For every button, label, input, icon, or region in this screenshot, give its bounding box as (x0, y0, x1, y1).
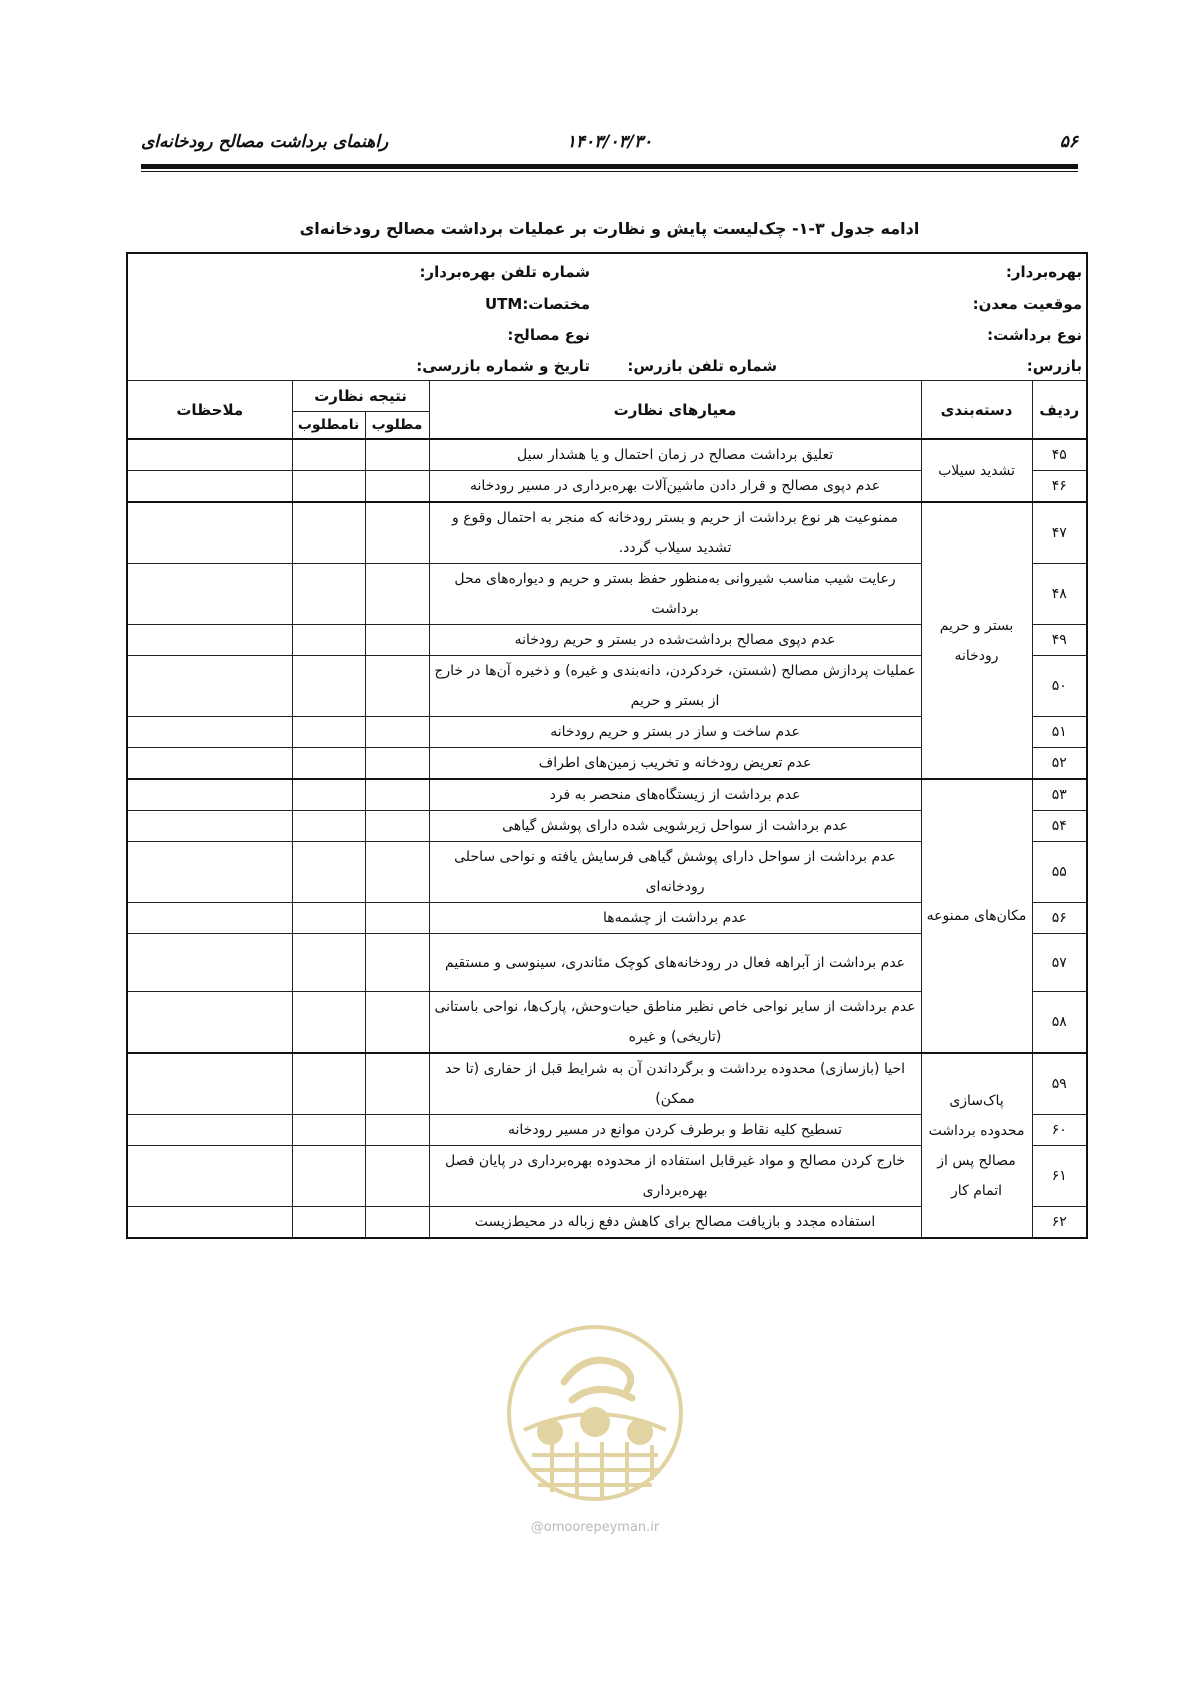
criteria-cell: عدم برداشت از آبراهه فعال در رودخانه‌های کوچک مئاندری، سینوسی و مستقیم (429, 934, 921, 992)
remarks-cell (127, 779, 292, 811)
col-category: دسته‌بندی (921, 381, 1032, 440)
info-section (127, 253, 1087, 381)
row-number: ۵۴ (1032, 811, 1087, 842)
checklist-table (126, 252, 1088, 1239)
page-number: ۵۶ (1059, 132, 1078, 152)
desired-cell (365, 1146, 429, 1207)
desired-cell (365, 811, 429, 842)
category-cell: مکان‌های ممنوعه (921, 779, 1032, 1053)
criteria-cell: عدم برداشت از چشمه‌ها (429, 903, 921, 934)
extraction-type-label: نوع برداشت: (987, 326, 1083, 344)
col-desired: مطلوب (365, 412, 429, 440)
criteria-cell: ممنوعیت هر نوع برداشت از حریم و بستر رودخانه که منجر به احتمال وقوع و تشدید سیلاب گردد. (429, 502, 921, 564)
criteria-cell: عدم برداشت از زیستگاه‌های منحصر به فرد (429, 779, 921, 811)
remarks-cell (127, 842, 292, 903)
category-cell: پاک‌سازی محدوده برداشت مصالح پس از اتمام کار (921, 1053, 1032, 1238)
criteria-cell: عدم برداشت از سواحل زیرشویی شده دارای پوشش گیاهی (429, 811, 921, 842)
inspector-label: بازرس: (1026, 357, 1083, 375)
undesired-cell (292, 842, 365, 903)
inspector-phone-label: شماره تلفن بازرس: (627, 357, 778, 375)
remarks-cell (127, 439, 292, 471)
inspection-date-label: تاریخ و شماره بازرسی: (416, 357, 591, 375)
desired-cell (365, 903, 429, 934)
criteria-cell: تعلیق برداشت مصالح در زمان احتمال و یا هشدار سیل (429, 439, 921, 471)
utm-label: مختصات:UTM (484, 295, 591, 313)
column-header-row (127, 381, 1087, 412)
col-undesired: نامطلوب (292, 412, 365, 440)
remarks-cell (127, 717, 292, 748)
page-header (141, 132, 1078, 162)
criteria-cell: عدم دپوی مصالح و قرار دادن ماشین‌آلات بهره‌برداری در مسیر رودخانه (429, 471, 921, 503)
row-number: ۵۱ (1032, 717, 1087, 748)
remarks-cell (127, 934, 292, 992)
undesired-cell (292, 903, 365, 934)
table-row (127, 439, 1087, 471)
desired-cell (365, 564, 429, 625)
criteria-cell: عدم برداشت از سواحل دارای پوشش گیاهی فرسایش یافته و نواحی ساحلی رودخانه‌ای (429, 842, 921, 903)
criteria-cell: عدم دپوی مصالح برداشت‌شده در بستر و حریم رودخانه (429, 625, 921, 656)
row-number: ۴۹ (1032, 625, 1087, 656)
table-row (127, 502, 1087, 564)
criteria-cell: خارج کردن مصالح و مواد غیرقابل استفاده از محدوده بهره‌برداری در پایان فصل بهره‌برداری (429, 1146, 921, 1207)
remarks-cell (127, 656, 292, 717)
undesired-cell (292, 439, 365, 471)
desired-cell (365, 842, 429, 903)
category-cell: تشدید سیلاب (921, 439, 1032, 502)
remarks-cell (127, 903, 292, 934)
row-number: ۵۶ (1032, 903, 1087, 934)
row-number: ۶۲ (1032, 1207, 1087, 1239)
remarks-cell (127, 748, 292, 780)
undesired-cell (292, 1053, 365, 1115)
row-number: ۵۲ (1032, 748, 1087, 780)
desired-cell (365, 717, 429, 748)
undesired-cell (292, 471, 365, 503)
undesired-cell (292, 564, 365, 625)
header-date: ۱۴۰۳/۰۳/۳۰ (566, 132, 653, 152)
undesired-cell (292, 748, 365, 780)
desired-cell (365, 1207, 429, 1239)
col-result: نتیجه نظارت (292, 381, 429, 412)
watermark-url: @omoorepeyman.ir (530, 1520, 660, 1535)
desired-cell (365, 992, 429, 1054)
desired-cell (365, 779, 429, 811)
desired-cell (365, 1053, 429, 1115)
desired-cell (365, 439, 429, 471)
remarks-cell (127, 564, 292, 625)
col-row: ردیف (1032, 381, 1087, 440)
undesired-cell (292, 656, 365, 717)
desired-cell (365, 748, 429, 780)
desired-cell (365, 502, 429, 564)
row-number: ۵۳ (1032, 779, 1087, 811)
undesired-cell (292, 1146, 365, 1207)
remarks-cell (127, 1146, 292, 1207)
criteria-cell: عدم ساخت و ساز در بستر و حریم رودخانه (429, 717, 921, 748)
table-caption: ادامه جدول ۳-۱- چک‌لیست پایش و نظارت بر عملیات برداشت مصالح رودخانه‌ای (299, 219, 920, 238)
remarks-cell (127, 811, 292, 842)
desired-cell (365, 934, 429, 992)
remarks-cell (127, 1115, 292, 1146)
criteria-cell: عدم برداشت از سایر نواحی خاص نظیر مناطق حیات‌وحش، پارک‌ها، نواحی باستانی (تاریخی) و غیره (429, 992, 921, 1054)
table-row (127, 779, 1087, 811)
remarks-cell (127, 625, 292, 656)
row-number: ۴۶ (1032, 471, 1087, 503)
header-rule-thin (141, 171, 1078, 172)
material-type-label: نوع مصالح: (507, 326, 591, 344)
desired-cell (365, 471, 429, 503)
header-title: راهنمای برداشت مصالح رودخانه‌ای (141, 132, 389, 152)
criteria-cell: تسطیح کلیه نقاط و برطرف کردن موانع در مسیر رودخانه (429, 1115, 921, 1146)
remarks-cell (127, 1053, 292, 1115)
criteria-cell: احیا (بازسازی) محدوده برداشت و برگرداندن آن به شرایط قبل از حفاری (تا حد ممکن) (429, 1053, 921, 1115)
row-number: ۶۱ (1032, 1146, 1087, 1207)
criteria-cell: رعایت شیب مناسب شیروانی به‌منظور حفظ بستر و حریم و دیواره‌های محل برداشت (429, 564, 921, 625)
row-number: ۴۷ (1032, 502, 1087, 564)
undesired-cell (292, 1207, 365, 1239)
remarks-cell (127, 471, 292, 503)
row-number: ۵۷ (1032, 934, 1087, 992)
undesired-cell (292, 934, 365, 992)
desired-cell (365, 1115, 429, 1146)
desired-cell (365, 656, 429, 717)
col-remarks: ملاحظات (127, 381, 292, 440)
undesired-cell (292, 1115, 365, 1146)
criteria-cell: عدم تعریض رودخانه و تخریب زمین‌های اطراف (429, 748, 921, 780)
category-cell: بستر و حریم رودخانه (921, 502, 1032, 779)
remarks-cell (127, 502, 292, 564)
criteria-cell: استفاده مجدد و بازیافت مصالح برای کاهش دفع زباله در محیط‌زیست (429, 1207, 921, 1239)
table-row (127, 1053, 1087, 1115)
operator-phone-label: شماره تلفن بهره‌بردار: (419, 263, 591, 281)
col-criteria: معیارهای نظارت (429, 381, 921, 440)
criteria-cell: عملیات پردازش مصالح (شستن، خردکردن، دانه‌بندی و غیره) و ذخیره آن‌ها در خارج از بستر و حریم (429, 656, 921, 717)
row-number: ۵۰ (1032, 656, 1087, 717)
undesired-cell (292, 625, 365, 656)
row-number: ۶۰ (1032, 1115, 1087, 1146)
desired-cell (365, 625, 429, 656)
undesired-cell (292, 502, 365, 564)
row-number: ۵۵ (1032, 842, 1087, 903)
undesired-cell (292, 992, 365, 1054)
row-number: ۵۸ (1032, 992, 1087, 1054)
undesired-cell (292, 779, 365, 811)
row-number: ۴۸ (1032, 564, 1087, 625)
undesired-cell (292, 717, 365, 748)
row-number: ۴۵ (1032, 439, 1087, 471)
header-rule (141, 164, 1078, 169)
mine-location-label: موقعیت معدن: (972, 295, 1083, 313)
remarks-cell (127, 992, 292, 1054)
operator-label: بهره‌بردار: (1005, 263, 1083, 281)
watermark-logo-icon (502, 1320, 688, 1506)
row-number: ۵۹ (1032, 1053, 1087, 1115)
remarks-cell (127, 1207, 292, 1239)
undesired-cell (292, 811, 365, 842)
